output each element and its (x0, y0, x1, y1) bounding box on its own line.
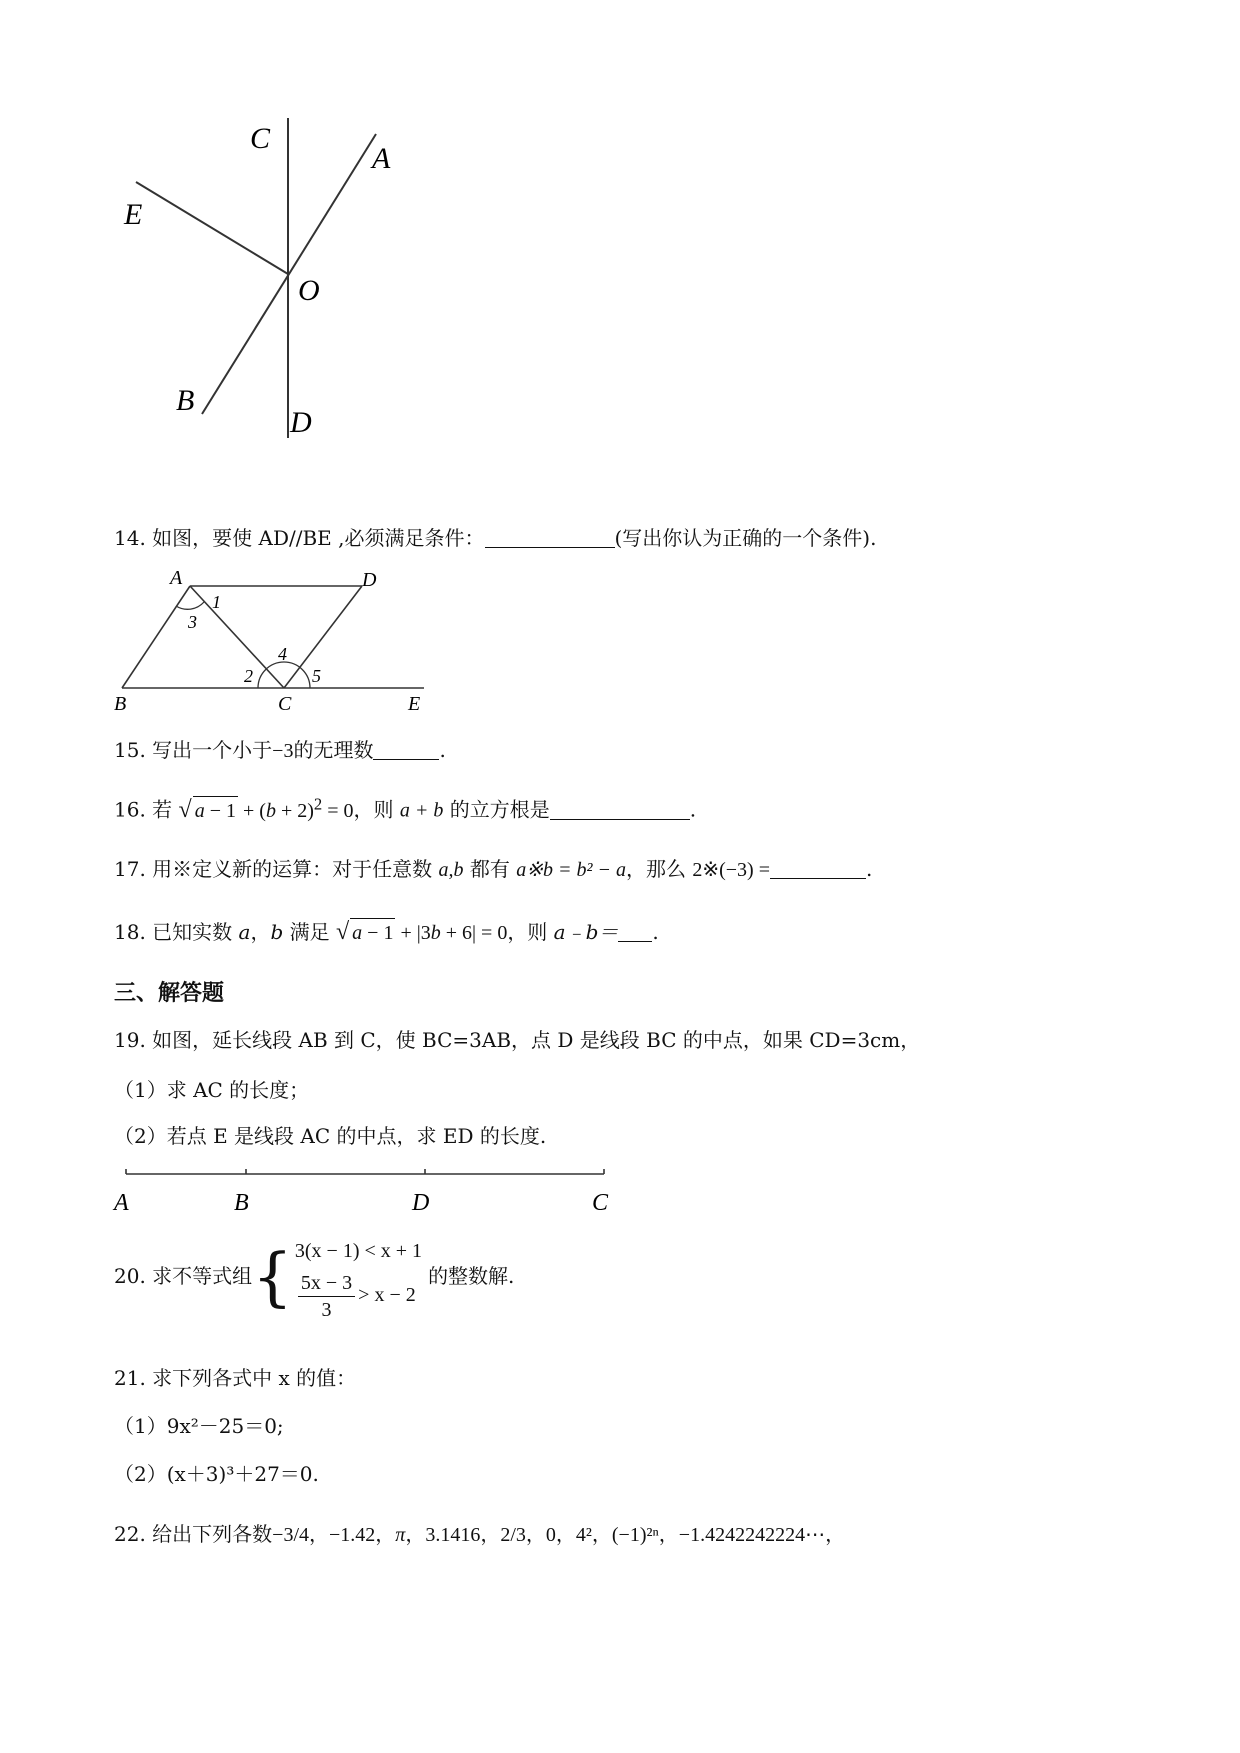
question-text: 写出一个小于 (152, 738, 273, 762)
label-c: C (250, 122, 271, 155)
question-text: 用※定义新的运算：对于任意数 (152, 857, 433, 881)
question-text-tail: 的无理数 (293, 738, 374, 762)
inequality-2-rhs: > x − 2 (358, 1284, 416, 1307)
question-text-tail: (写出你认为正确的一个条件). (614, 526, 877, 550)
question-16 (114, 790, 696, 825)
question-22: 22. 给出下列各数−3/4，−1.42，π，3.1416，2/3，0，4²，(−1)²ⁿ，−1.4242242224⋯， (114, 1522, 846, 1546)
label-a: A (114, 1190, 129, 1216)
question-text-3: 的立方根是 (449, 797, 550, 822)
question-number: 21. (114, 1366, 146, 1390)
math-ask: a﹣b＝ (553, 920, 619, 944)
number-item: −1.4242242224⋯ (678, 1524, 826, 1546)
fraction-numerator: 5x − 3 (298, 1270, 355, 1297)
number-item: −1.42 (329, 1524, 376, 1546)
question-end: . (439, 738, 446, 762)
label-a: A (170, 568, 183, 589)
question-text: 若 (152, 797, 173, 822)
math-expr: a + b (399, 799, 444, 822)
angle-label-2: 2 (244, 666, 253, 686)
question-text: 已知实数 (152, 920, 233, 944)
question-number: 15. (114, 738, 146, 762)
inequality-1: 3(x − 1) < x + 1 (294, 1240, 423, 1262)
question-number: 20. (114, 1264, 146, 1288)
math-vars: a,b (438, 859, 464, 881)
label-e: E (408, 693, 421, 715)
number-item: 2/3 (500, 1524, 526, 1546)
label-o: O (298, 274, 320, 307)
brace: { (252, 1240, 293, 1315)
label-b: B (114, 693, 127, 715)
section-heading: 三、解答题 (114, 980, 225, 1006)
label-d: D (412, 1190, 430, 1216)
figure-q14 (108, 568, 448, 718)
question-21-part-1: （1）9x²－25＝0; (114, 1414, 284, 1438)
ray-oe (136, 182, 288, 274)
question-number: 17. (114, 857, 146, 881)
answer-blank (550, 799, 690, 820)
fraction-denominator: 3 (321, 1299, 332, 1321)
question-19-part-2: （2）若点 E 是线段 AC 的中点，求 ED 的长度. (114, 1124, 547, 1148)
segment-dc (284, 586, 362, 688)
var-a: a (238, 920, 251, 944)
angle-label-3: 3 (188, 612, 197, 632)
math-definition: a※b = b² − a (516, 859, 626, 881)
question-end: . (689, 797, 697, 822)
question-number: 14. (114, 526, 146, 550)
question-number: 16. (114, 797, 146, 822)
question-text-2: 满足 (289, 920, 330, 944)
question-text: 如图，要使 AD//BE ,必须满足条件： (152, 526, 485, 550)
number-item: π (395, 1524, 406, 1546)
question-17 (114, 855, 872, 884)
number-item: 0 (545, 1524, 556, 1546)
question-text-3: ，则 (507, 920, 548, 944)
question-text-3: ，那么 (626, 857, 686, 881)
separator: ， (250, 920, 271, 944)
answer-blank (373, 739, 439, 760)
angle-label-1: 1 (212, 592, 221, 612)
label-b: B (234, 1190, 249, 1216)
question-end: . (866, 857, 873, 881)
answer-blank (770, 858, 866, 879)
label-e: E (124, 198, 143, 231)
question-21 (114, 1364, 356, 1392)
angle-arc-c (258, 662, 310, 688)
answer-blank (618, 921, 652, 942)
question-text-2: ，则 (353, 797, 394, 822)
segment-ac (190, 586, 284, 688)
label-b: B (176, 384, 195, 417)
question-text-2: 都有 (469, 857, 510, 881)
question-19-part-1: （1）求 AC 的长度； (114, 1078, 310, 1102)
question-21-part-2: （2）(x＋3)³＋27＝0. (114, 1462, 319, 1486)
question-text: 求不等式组 (152, 1264, 253, 1288)
label-a: A (372, 142, 391, 175)
number-item: −3/4 (272, 1524, 310, 1546)
math-ask: 2※(−3) = (692, 859, 770, 881)
number-item: 4² (575, 1524, 592, 1546)
segment-ab (122, 586, 190, 688)
question-number: 18. (114, 920, 146, 944)
figure-q13 (110, 110, 530, 450)
answer-blank (485, 527, 615, 548)
var-b: b (270, 920, 284, 944)
equation-q18: √ a − 1 + |3b + 6| = 0 (336, 919, 508, 945)
inequality-2 (295, 1270, 422, 1323)
question-text-tail: 的整数解. (428, 1264, 515, 1288)
angle-label-4: 4 (278, 644, 287, 664)
question-text: 如图，延长线段 AB 到 C，使 BC=3AB，点 D 是线段 BC 的中点，如果 CD=3cm， (152, 1028, 921, 1052)
equation-q16: √ $a - 1 + (b + 2)^2 = 0$ (178, 794, 354, 823)
question-18 (114, 918, 659, 947)
question-number: 19. (114, 1028, 146, 1052)
number-item: 3.1416 (425, 1524, 481, 1546)
angle-arc-a (176, 602, 204, 609)
math-value: −3 (272, 740, 294, 762)
label-c: C (592, 1190, 609, 1216)
label-c: C (278, 693, 292, 715)
label-d: D (290, 406, 312, 439)
question-end: . (652, 920, 659, 944)
question-14 (114, 524, 876, 552)
question-number: 22. (114, 1522, 146, 1546)
question-text: 给出下列各数 (152, 1522, 273, 1546)
number-item: (−1)²ⁿ (611, 1524, 659, 1546)
inequality-system (295, 1232, 422, 1323)
question-15 (114, 736, 446, 765)
question-20 (114, 1232, 514, 1323)
angle-label-5: 5 (312, 666, 321, 686)
question-19 (114, 1026, 920, 1054)
figure-q19 (110, 1164, 630, 1224)
question-text: 求下列各式中 x 的值： (152, 1366, 357, 1390)
label-d: D (362, 569, 377, 591)
